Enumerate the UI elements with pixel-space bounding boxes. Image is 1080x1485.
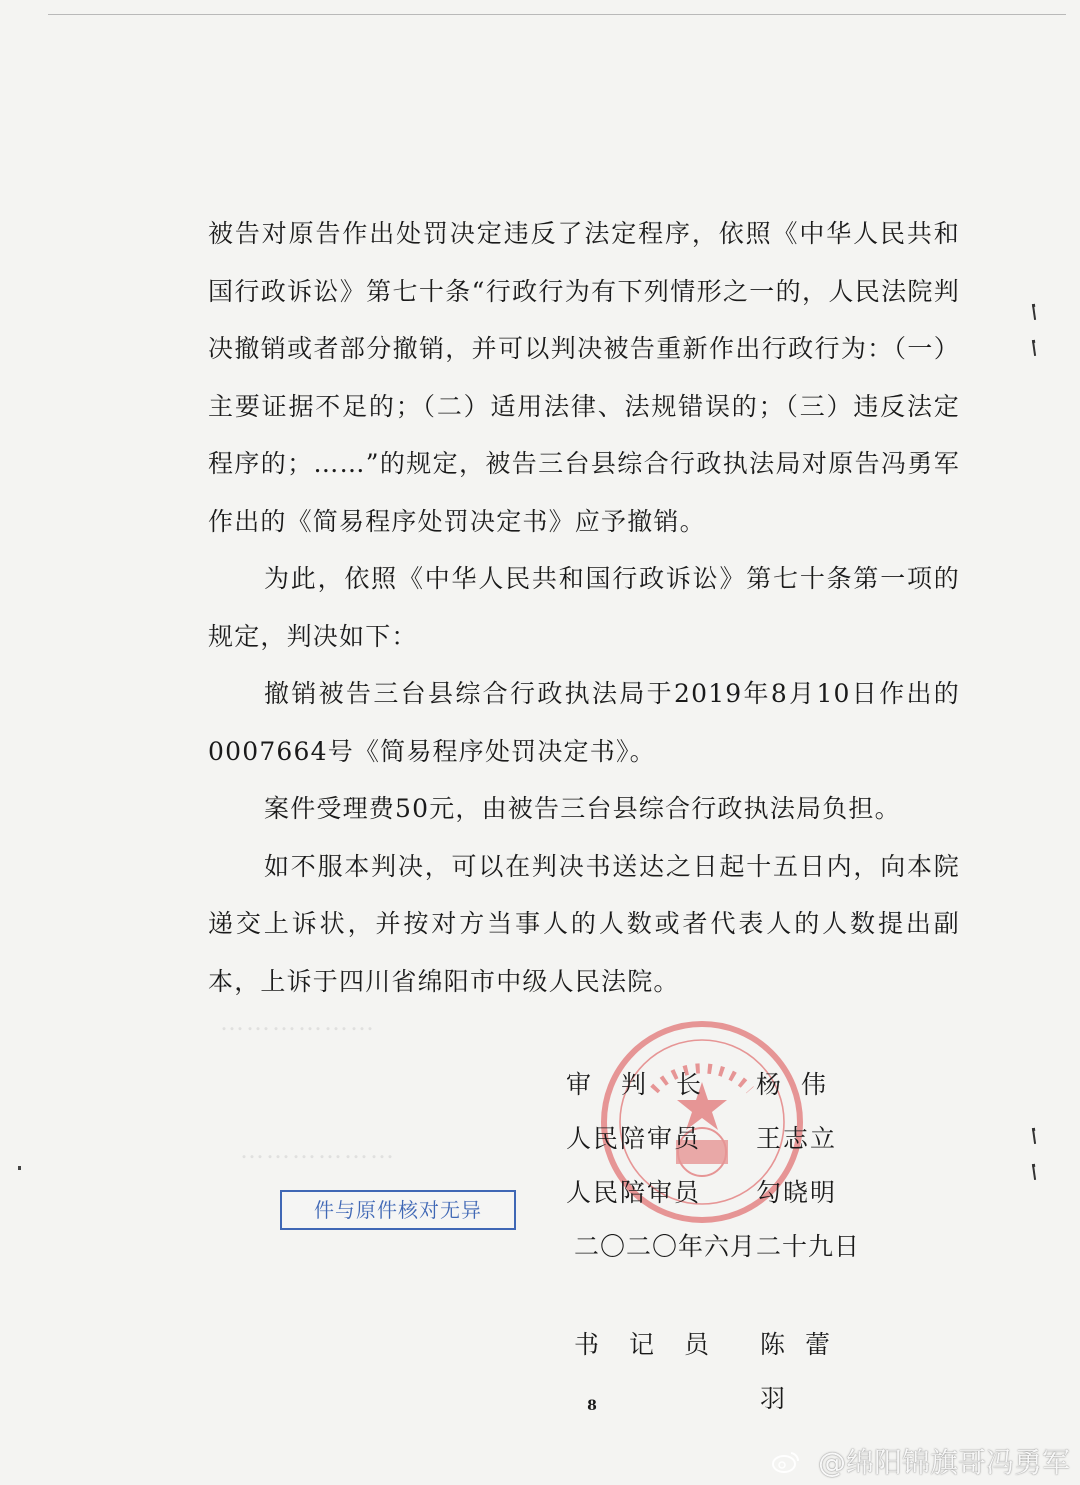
scan-speck [18,1166,21,1170]
juror-name: 勾晓明 [756,1178,838,1207]
judgment-paragraph: 撤销被告三台县综合行政执法局于2019年8月10日作出的0007664号《简易程序处罚决定书》。 [208,679,960,766]
judgment-body [208,205,960,1010]
signature-block [566,1058,876,1274]
page-number: 8 [587,1398,597,1414]
juror-row [566,1112,876,1166]
juror-title: 人民陪审员 [566,1124,702,1153]
reasoning-paragraph: 被告对原告作出处罚决定违反了法定程序，依照《中华人民共和国行政诉讼》第七十条“行政行为有下列情形之一的，人民法院判决撤销或者部分撤销，并可以判决被告重新作出行政行为：（一）主要证据不足的；（二）适用法律、法规错误的；（三）违反法定程序的；……”的规定，被告三台县综合行政执法局对原告冯勇军作出的《简易程序处罚决定书》应予撤销。 [208,219,960,536]
juror-title: 人民陪审员 [566,1178,702,1207]
judgment-date-row [566,1220,876,1274]
weibo-icon [771,1450,801,1474]
bleed-through-text: ……………… [240,1136,396,1164]
judgment-date: 二〇二〇年六月二十九日 [574,1232,861,1261]
weibo-watermark [771,1441,1070,1481]
copy-verification-stamp: 件与原件核对无异 [280,1190,516,1230]
presiding-judge-name: 杨伟 [756,1070,847,1099]
top-rule-line [48,14,1066,15]
bleed-through-text: ……………… [220,1008,376,1036]
clerk-title: 书记员 [574,1330,740,1359]
watermark-text: @绵阳锦旗哥冯勇军 [817,1446,1070,1479]
juror-name: 王志立 [756,1124,838,1153]
legal-basis-paragraph: 为此，依照《中华人民共和国行政诉讼》第七十条第一项的规定，判决如下： [208,564,960,651]
appeal-paragraph: 如不服本判决，可以在判决书送达之日起十五日内，向本院递交上诉状，并按对方当事人的人数或者代表人的人数提出副本，上诉于四川省绵阳市中级人民法院。 [208,851,960,996]
binding-marks [1028,284,1040,352]
presiding-judge-row [566,1058,876,1112]
clerk-name: 陈蕾羽 [760,1330,851,1413]
binding-marks [1028,1108,1040,1170]
juror-row [566,1166,876,1220]
case-fee-paragraph: 案件受理费50元，由被告三台县综合行政执法局负担。 [264,794,901,823]
presiding-judge-title: 审判长 [566,1070,732,1099]
